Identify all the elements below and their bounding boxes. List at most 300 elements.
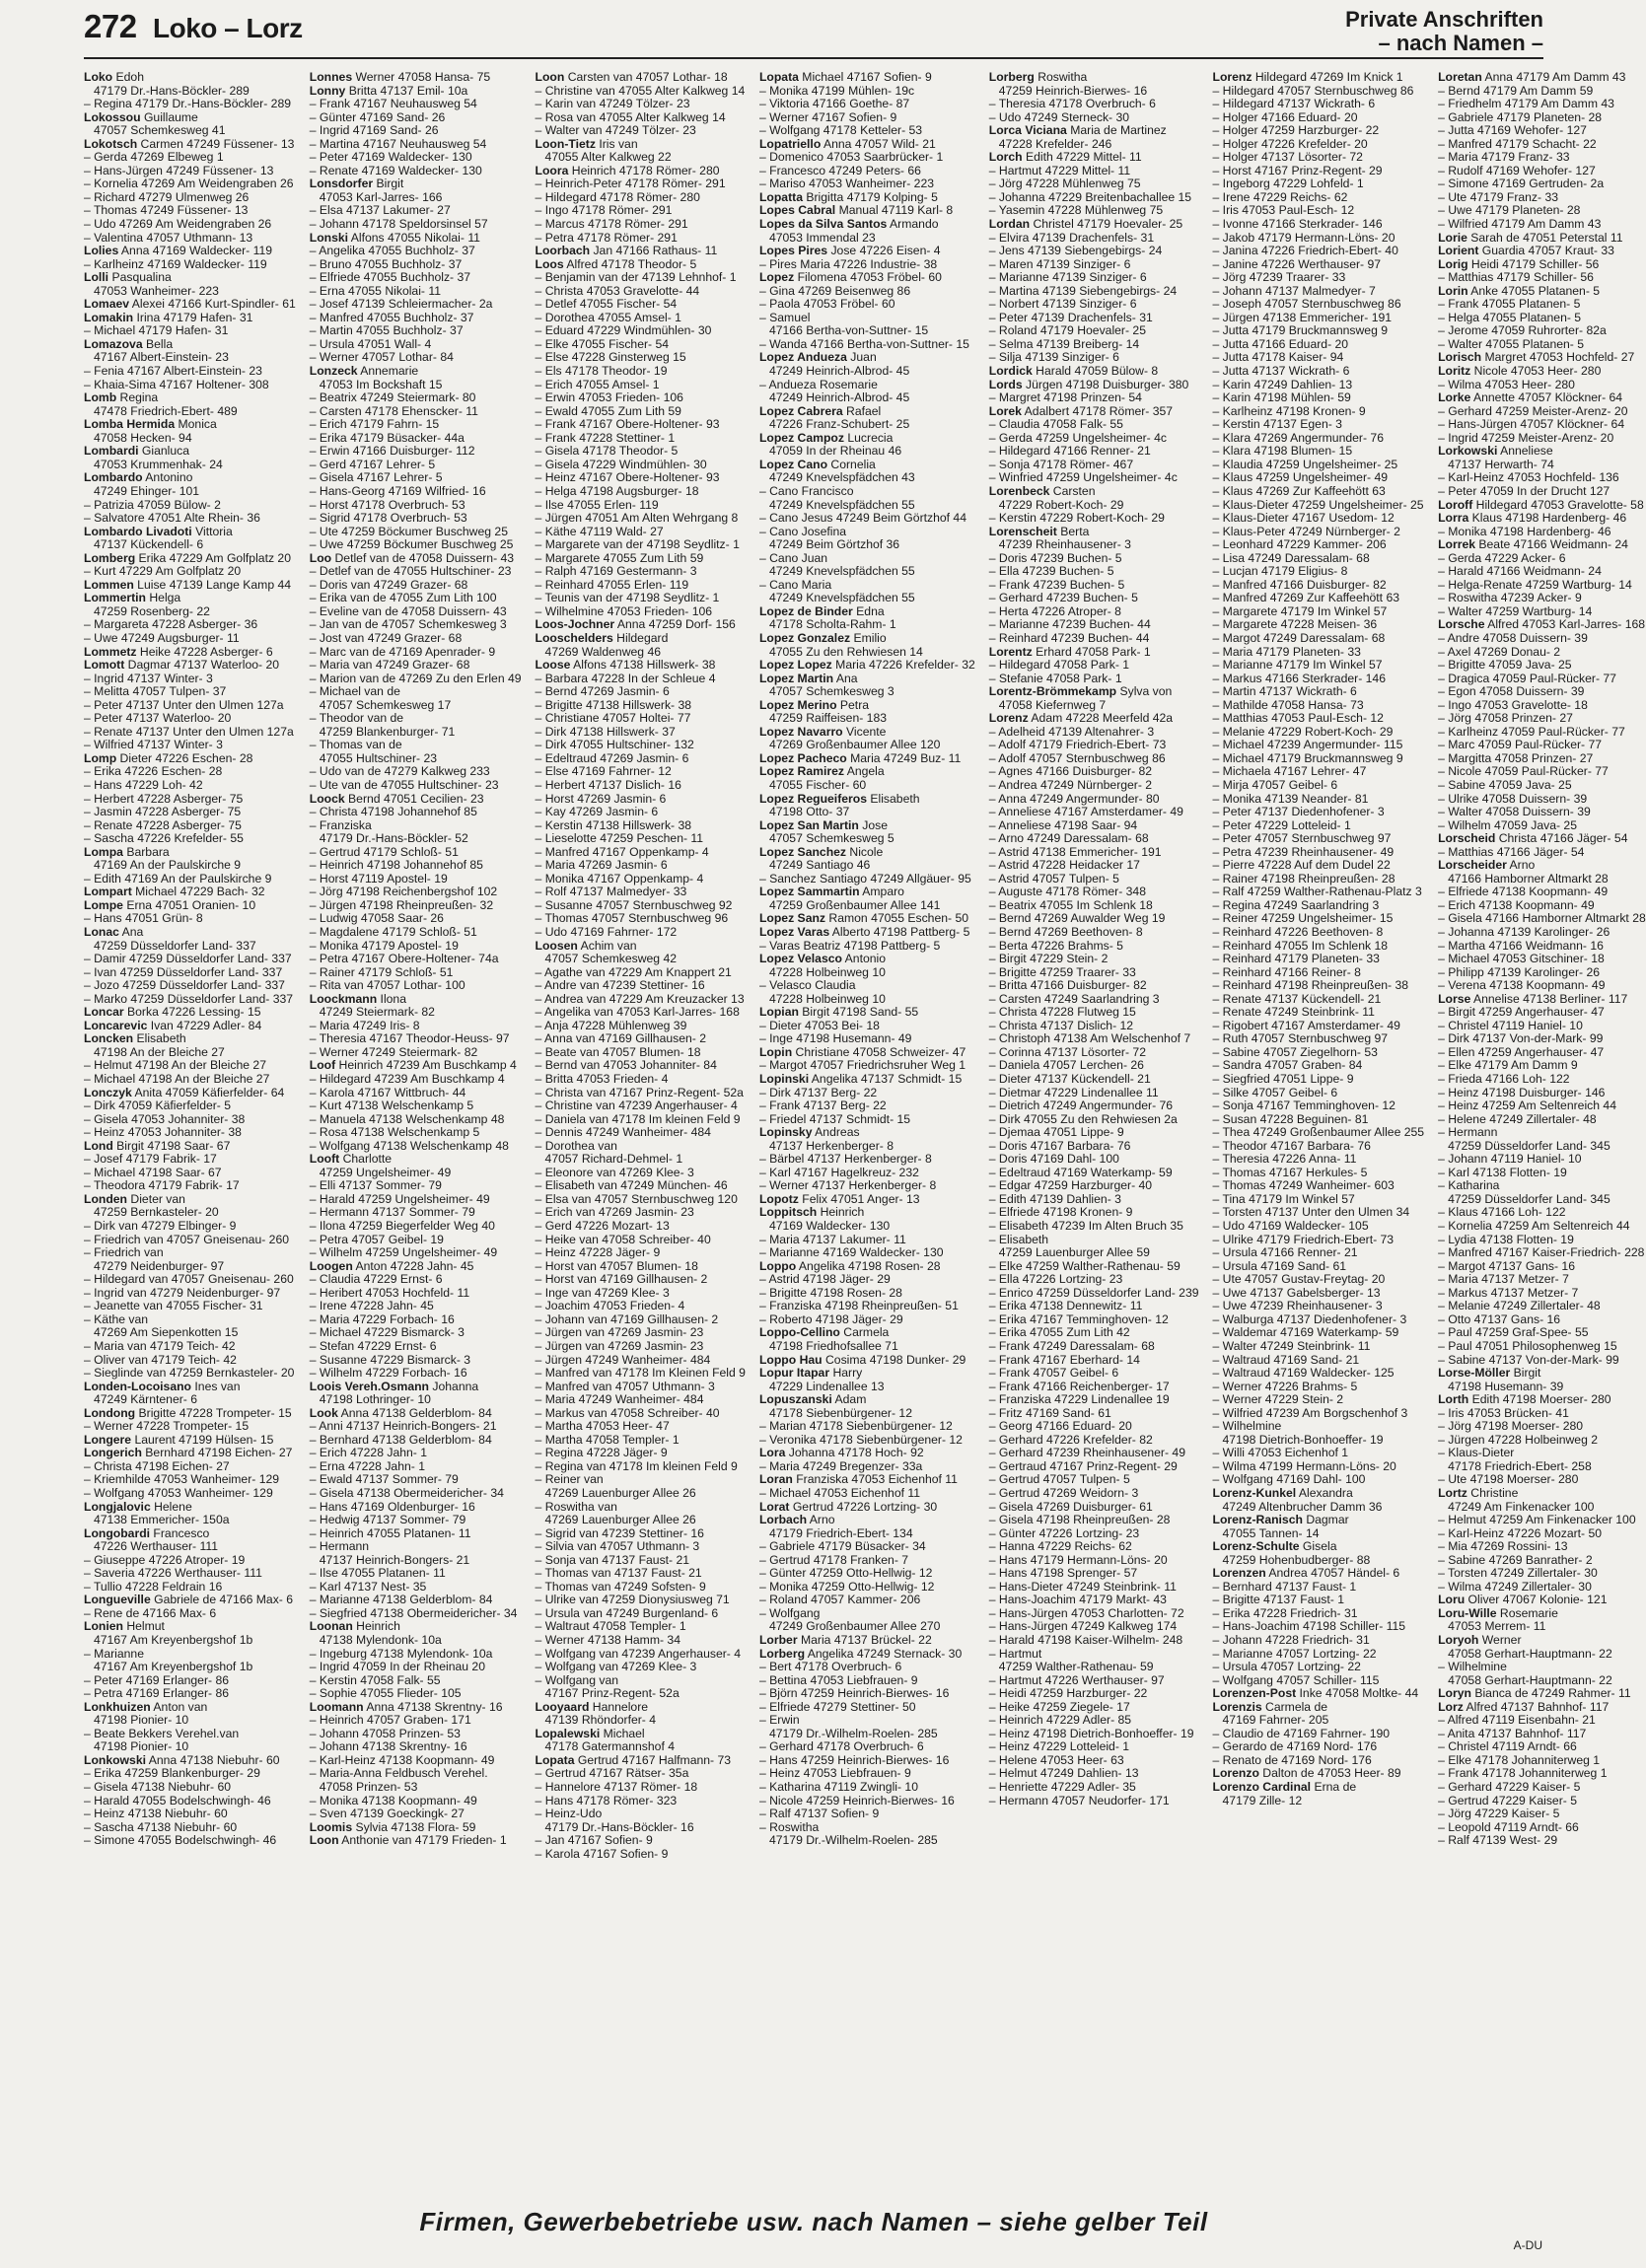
directory-entry bbox=[1213, 579, 1425, 593]
entry-text: – Martin 47137 Wickrath- 6 bbox=[1212, 684, 1357, 699]
surname-entry bbox=[536, 71, 746, 85]
entry-text: – Gerhard 47239 Buchen- 5 bbox=[988, 591, 1138, 605]
directory-entry bbox=[1213, 1648, 1425, 1662]
entry-text: Alfons 47055 Nikolai- 11 bbox=[348, 230, 480, 245]
entry-text: Helene bbox=[150, 1499, 192, 1514]
entry-text: – Margitta 47058 Prinzen- 27 bbox=[1438, 750, 1594, 765]
surname-entry bbox=[1438, 499, 1646, 513]
directory-entry bbox=[536, 1126, 746, 1140]
directory-entry bbox=[989, 1447, 1199, 1460]
surname-entry bbox=[1438, 258, 1646, 272]
entry-text: – Hans 47229 Loh- 42 bbox=[84, 777, 203, 792]
entry-text: 47167 Prinz-Regent- 52a bbox=[544, 1686, 680, 1701]
entry-text: – Hans-Jürgen 47057 Klöckner- 64 bbox=[1438, 417, 1625, 432]
directory-entry bbox=[759, 1540, 975, 1554]
directory-entry bbox=[759, 592, 975, 605]
entry-text: – Maria 47137 Lakumer- 11 bbox=[758, 1232, 906, 1246]
directory-entry bbox=[310, 1648, 522, 1662]
directory-entry bbox=[1213, 793, 1425, 807]
surname: Lorenz bbox=[1212, 70, 1252, 84]
directory-entry bbox=[536, 1687, 746, 1701]
directory-entry bbox=[536, 1326, 746, 1340]
directory-entry bbox=[1213, 1193, 1425, 1207]
directory-entry bbox=[84, 912, 296, 926]
entry-text: – Wilfried 47179 Am Damm 43 bbox=[1438, 217, 1602, 232]
directory-entry bbox=[536, 1795, 746, 1808]
surname-entry bbox=[1438, 285, 1646, 299]
directory-entry bbox=[1213, 552, 1425, 566]
entry-text: Juan bbox=[846, 350, 877, 365]
entry-text: Anneliese bbox=[1497, 444, 1553, 459]
directory-entry bbox=[1438, 646, 1646, 660]
entry-text: Carsten van 47057 Lothar- 18 bbox=[564, 70, 728, 84]
entry-text: – Gisela 47053 Johanniter- 38 bbox=[84, 1111, 246, 1126]
directory-entry bbox=[1438, 1246, 1646, 1260]
entry-text: 47269 Waldenweg 46 bbox=[544, 644, 661, 659]
entry-text: – Johann 47178 Speldorsinsel 57 bbox=[309, 217, 488, 232]
directory-entry bbox=[310, 298, 522, 312]
entry-text: – Cano Francisco bbox=[758, 483, 854, 498]
entry-text: – Werner 47228 Trompeter- 15 bbox=[84, 1419, 250, 1434]
directory-column-5 bbox=[989, 71, 1199, 2176]
entry-text: – Käthe 47119 Wald- 27 bbox=[535, 524, 664, 538]
entry-text: – Gerda 47229 Acker- 6 bbox=[1438, 550, 1566, 565]
directory-entry bbox=[536, 1179, 746, 1193]
directory-entry bbox=[1438, 471, 1646, 485]
directory-entry bbox=[536, 832, 746, 846]
directory-entry bbox=[1213, 365, 1425, 379]
entry-text: – Brigitte 47259 Traarer- 33 bbox=[988, 964, 1136, 979]
entry-text: – Rosa van 47055 Alter Kalkweg 14 bbox=[535, 109, 726, 124]
entry-text: – Herbert 47137 Dislich- 16 bbox=[535, 777, 681, 792]
entry-text: – Ralf 47137 Sofien- 9 bbox=[758, 1807, 880, 1821]
entry-text: 47137 Kückendell- 6 bbox=[94, 537, 204, 552]
entry-text: 47198 An der Bleiche 27 bbox=[94, 1044, 225, 1059]
entry-text: – Britta 47053 Frieden- 4 bbox=[535, 1072, 669, 1087]
directory-entry bbox=[989, 165, 1199, 178]
directory-entry bbox=[759, 832, 975, 846]
entry-text: 47179 Dr.-Hans-Böckler- 16 bbox=[544, 1819, 694, 1834]
entry-text: – Erwin 47053 Frieden- 106 bbox=[535, 390, 683, 405]
surname: Lopin bbox=[758, 1044, 793, 1059]
directory-entry bbox=[1213, 1728, 1425, 1741]
entry-text: – Manfred 47269 Zur Kaffeehött 63 bbox=[1212, 591, 1400, 605]
directory-entry bbox=[1213, 471, 1425, 485]
surname-entry bbox=[1438, 618, 1646, 632]
entry-text: – Walter 47058 Duissern- 39 bbox=[1438, 805, 1591, 819]
entry-text: – Sascha 47138 Niebuhr- 60 bbox=[84, 1819, 238, 1834]
directory-entry bbox=[84, 204, 296, 218]
entry-text: Ilona bbox=[377, 991, 406, 1006]
entry-text: – Heinz 47229 Lotteleid- 1 bbox=[988, 1739, 1130, 1754]
entry-text: – Christine van 47055 Alter Kalkweg 14 bbox=[535, 83, 746, 98]
directory-entry bbox=[1438, 565, 1646, 579]
surname-entry bbox=[1438, 1634, 1646, 1648]
entry-text: – Astrid 47198 Jäger- 29 bbox=[758, 1272, 891, 1287]
surname: Lonsdorfer bbox=[309, 177, 374, 191]
surname-entry bbox=[310, 365, 522, 379]
entry-text: Birgit bbox=[1510, 1366, 1541, 1381]
directory-entry bbox=[310, 886, 522, 899]
directory-entry bbox=[310, 485, 522, 499]
entry-text: – Hans-Joachim 47198 Schiller- 115 bbox=[1212, 1619, 1406, 1634]
entry-text: – Horst 47178 Overbruch- 53 bbox=[309, 497, 465, 512]
entry-text: – Damir 47259 Düsseldorfer Land- 337 bbox=[84, 952, 292, 966]
entry-text: – Birgit 47259 Angerhauser- 47 bbox=[1438, 1005, 1605, 1020]
surname: Lommertin bbox=[84, 591, 146, 605]
directory-entry bbox=[1213, 1393, 1425, 1407]
surname: Loock bbox=[309, 791, 345, 806]
directory-entry bbox=[1438, 151, 1646, 165]
surname-entry bbox=[989, 218, 1199, 232]
directory-entry bbox=[84, 538, 296, 552]
entry-text: – Ewald 47055 Zum Lith 59 bbox=[535, 403, 681, 418]
directory-entry bbox=[1213, 699, 1425, 713]
entry-text: 47169 Fahrner- 205 bbox=[1222, 1713, 1329, 1728]
directory-entry bbox=[84, 1206, 296, 1220]
directory-entry bbox=[1213, 979, 1425, 993]
entry-text: – Heinz 47167 Obere-Holtener- 93 bbox=[535, 470, 720, 485]
entry-text: – Frank 47166 Reichenberger- 17 bbox=[988, 1379, 1170, 1393]
directory-entry bbox=[84, 98, 296, 111]
surname: Look bbox=[309, 1405, 338, 1420]
entry-text: – Heike 47259 Ziegele- 17 bbox=[988, 1699, 1130, 1714]
entry-text: – Christa 47198 Johannehof 85 bbox=[309, 805, 477, 819]
directory-entry bbox=[1213, 1634, 1425, 1648]
entry-text: – Hildegard 47137 Wickrath- 6 bbox=[1212, 97, 1376, 111]
surname: Looyaard bbox=[535, 1699, 590, 1714]
entry-text: 47169 Waldecker- 130 bbox=[768, 1219, 891, 1234]
entry-text: – Gertrud 47229 Kaiser- 5 bbox=[1438, 1793, 1577, 1807]
directory-entry bbox=[1213, 1754, 1425, 1768]
entry-text: Birgit bbox=[373, 177, 404, 191]
entry-text: – Ludwig 47058 Saar- 26 bbox=[309, 911, 444, 926]
directory-entry bbox=[536, 1381, 746, 1394]
surname-entry bbox=[759, 726, 975, 740]
entry-text: – Berta 47226 Brahms- 5 bbox=[988, 938, 1123, 953]
directory-entry bbox=[1213, 298, 1425, 312]
directory-entry bbox=[536, 1300, 746, 1313]
entry-text: Alexei 47166 Kurt-Spindler- 61 bbox=[129, 297, 296, 312]
surname-entry bbox=[759, 1634, 975, 1648]
directory-entry bbox=[1438, 1313, 1646, 1327]
surname: Lonczyk bbox=[84, 1085, 132, 1099]
directory-entry bbox=[84, 726, 296, 740]
directory-entry bbox=[536, 338, 746, 352]
entry-text: – Ingrid 47169 Sand- 26 bbox=[309, 123, 439, 138]
directory-entry bbox=[1213, 685, 1425, 699]
directory-entry bbox=[84, 1473, 296, 1487]
entry-text: – Werner 47167 Sofien- 9 bbox=[758, 109, 897, 124]
entry-text: – Hildegard 47178 Römer- 280 bbox=[535, 189, 700, 204]
entry-text: 47057 Schemkesweg 41 bbox=[94, 123, 226, 138]
directory-entry bbox=[536, 485, 746, 499]
entry-text: – Gerda 47269 Elbeweg 1 bbox=[84, 150, 224, 165]
directory-entry bbox=[989, 1099, 1199, 1113]
entry-text: 47167 Albert-Einstein- 23 bbox=[94, 350, 229, 365]
directory-entry bbox=[1438, 298, 1646, 312]
entry-text: – Claudia 47229 Ernst- 6 bbox=[309, 1272, 443, 1287]
surname-entry bbox=[759, 271, 975, 285]
directory-entry bbox=[310, 1473, 522, 1487]
entry-text: – Monika 47138 Koopmann- 49 bbox=[309, 1793, 477, 1807]
entry-text: – Peter 47137 Waterloo- 20 bbox=[84, 711, 232, 726]
entry-text: – Roswitha van bbox=[535, 1499, 617, 1514]
directory-entry bbox=[759, 1795, 975, 1808]
entry-text: Carsten bbox=[1049, 483, 1096, 498]
directory-entry bbox=[536, 1420, 746, 1434]
directory-entry bbox=[759, 739, 975, 752]
entry-text: – Christiane 47057 Holtei- 77 bbox=[535, 711, 691, 726]
directory-entry bbox=[1438, 1434, 1646, 1448]
entry-text: – Brigitte 47137 Faust- 1 bbox=[1212, 1593, 1344, 1607]
directory-entry bbox=[989, 324, 1199, 338]
entry-text: – Thomas 47249 Wanheimer- 603 bbox=[1212, 1178, 1395, 1193]
surname: Lopez Sanz bbox=[758, 911, 826, 926]
directory-entry bbox=[1213, 765, 1425, 779]
surname-entry bbox=[759, 71, 975, 85]
entry-text: – Bruno 47055 Buchholz- 37 bbox=[309, 256, 463, 271]
directory-entry bbox=[1213, 405, 1425, 419]
directory-entry bbox=[759, 365, 975, 379]
entry-text: Alfons 47138 Hillswerk- 38 bbox=[570, 658, 716, 673]
directory-entry bbox=[310, 432, 522, 446]
entry-text: – Andueza Rosemarie bbox=[758, 377, 878, 391]
entry-text: 47228 Holbeinweg 10 bbox=[768, 991, 886, 1006]
entry-text: – Uwe 47239 Rheinhausener- 3 bbox=[1212, 1299, 1383, 1313]
directory-entry bbox=[759, 1179, 975, 1193]
directory-entry bbox=[310, 1767, 522, 1781]
directory-entry bbox=[84, 1795, 296, 1808]
entry-text: – Adolf 47179 Friedrich-Ebert- 73 bbox=[988, 738, 1167, 752]
entry-text: Anke 47055 Platanen- 5 bbox=[1467, 283, 1601, 298]
entry-text: – Paul 47259 Graf-Spee- 55 bbox=[1438, 1325, 1589, 1340]
entry-text: – Susanne 47229 Bismarck- 3 bbox=[309, 1352, 471, 1367]
directory-entry bbox=[84, 673, 296, 686]
entry-text: – Elisabeth bbox=[988, 1232, 1049, 1246]
directory-entry bbox=[989, 912, 1199, 926]
directory-entry bbox=[536, 699, 746, 713]
directory-entry bbox=[1213, 1581, 1425, 1595]
entry-text: – Margret 47198 Prinzen- 54 bbox=[988, 390, 1142, 405]
surname: Loockmann bbox=[309, 991, 378, 1006]
entry-text: – Katharina 47119 Zwingli- 10 bbox=[758, 1780, 918, 1794]
entry-text: – Gertrud 47269 Weidorn- 3 bbox=[988, 1485, 1139, 1500]
directory-entry bbox=[310, 1728, 522, 1741]
directory-entry bbox=[310, 1594, 522, 1607]
entry-text: – Hermann 47137 Sommer- 79 bbox=[309, 1205, 475, 1220]
entry-text: 47053 Immendal 23 bbox=[768, 230, 876, 245]
entry-text: Anita 47059 Käfierfelder- 64 bbox=[131, 1085, 285, 1099]
directory-entry bbox=[536, 1193, 746, 1207]
section-title bbox=[1345, 8, 1543, 55]
entry-text: – Gisela 47138 Obermeidericher- 34 bbox=[309, 1485, 504, 1500]
surname-entry bbox=[989, 485, 1199, 499]
directory-entry bbox=[989, 445, 1199, 459]
surname-entry bbox=[1213, 71, 1425, 85]
directory-entry bbox=[989, 298, 1199, 312]
entry-text: – Frieda 47166 Loh- 122 bbox=[1438, 1072, 1570, 1087]
surname: Lopez bbox=[758, 270, 795, 285]
entry-text: – Christine van 47239 Angerhauser- 4 bbox=[535, 1099, 738, 1113]
directory-entry bbox=[1213, 459, 1425, 472]
surname-entry bbox=[1213, 1701, 1425, 1715]
directory-entry bbox=[1213, 98, 1425, 111]
entry-text: Anton 47228 Jahn- 45 bbox=[352, 1258, 474, 1273]
surname-entry bbox=[536, 1728, 746, 1741]
directory-entry bbox=[989, 85, 1199, 99]
entry-text: – Wilma 47249 Zillertaler- 30 bbox=[1438, 1579, 1592, 1594]
entry-text: Bernd 47051 Cecilien- 23 bbox=[344, 791, 484, 806]
entry-text: – Ivonne 47166 Sterkrader- 146 bbox=[1212, 217, 1383, 232]
surname-entry bbox=[310, 71, 522, 85]
directory-entry bbox=[310, 151, 522, 165]
directory-entry bbox=[759, 485, 975, 499]
directory-entry bbox=[989, 699, 1199, 713]
directory-entry bbox=[1438, 1287, 1646, 1301]
directory-entry bbox=[1213, 485, 1425, 499]
directory-entry bbox=[759, 966, 975, 980]
entry-text: – Fritz 47169 Sand- 61 bbox=[988, 1405, 1111, 1420]
entry-text: – Christa 47137 Dislich- 12 bbox=[988, 1018, 1134, 1032]
directory-entry bbox=[989, 1340, 1199, 1354]
directory-entry bbox=[989, 832, 1199, 846]
directory-entry bbox=[1438, 1193, 1646, 1207]
entry-text: – Werner 47226 Brahms- 5 bbox=[1212, 1379, 1358, 1393]
entry-text: – Brigitte 47059 Java- 25 bbox=[1438, 658, 1572, 673]
entry-text: 47053 Karl-Jarres- 166 bbox=[319, 189, 443, 204]
surname: Loryn bbox=[1438, 1686, 1471, 1701]
directory-entry bbox=[536, 538, 746, 552]
entry-text: Gabriele de 47166 Max- 6 bbox=[150, 1593, 294, 1607]
entry-text: – Erich van 47269 Jasmin- 23 bbox=[535, 1205, 694, 1220]
entry-text: Maria 47137 Brückel- 22 bbox=[797, 1632, 932, 1647]
entry-text: – Harald 47055 Bodelschwingh- 46 bbox=[84, 1793, 271, 1807]
surname: Loretan bbox=[1438, 70, 1482, 84]
directory-entry bbox=[1438, 1554, 1646, 1568]
entry-text: 47053 Merrem- 11 bbox=[1448, 1619, 1546, 1634]
entry-text: Annelise 47138 Berliner- 117 bbox=[1470, 991, 1628, 1006]
surname-entry bbox=[310, 1153, 522, 1167]
directory-entry bbox=[84, 859, 296, 873]
entry-text: – Waltraud 47169 Sand- 21 bbox=[1212, 1352, 1360, 1367]
directory-entry bbox=[310, 1206, 522, 1220]
surname: Lorberg bbox=[988, 70, 1035, 84]
surname: Loonan bbox=[309, 1619, 353, 1634]
directory-entry bbox=[989, 1648, 1199, 1662]
directory-entry bbox=[310, 526, 522, 539]
entry-text: Anton van bbox=[150, 1699, 208, 1714]
entry-text: – Erika 47228 Friedrich- 31 bbox=[1212, 1605, 1358, 1620]
entry-text: – Hartmut 47226 Werthauser- 97 bbox=[988, 1672, 1165, 1687]
entry-text: – Gertrud 47057 Tulpen- 5 bbox=[988, 1472, 1130, 1487]
directory-entry bbox=[1213, 285, 1425, 299]
entry-text: – Markus 47137 Metzer- 7 bbox=[1438, 1285, 1579, 1300]
entry-text: – Bernd 47269 Beethoven- 8 bbox=[988, 925, 1143, 939]
surname: Lonkhuizen bbox=[84, 1699, 151, 1714]
entry-text: – Angelika 47055 Buchholz- 37 bbox=[309, 244, 475, 258]
directory-entry bbox=[310, 1113, 522, 1127]
directory-entry bbox=[1213, 499, 1425, 513]
entry-text: – Doris van 47249 Grazer- 68 bbox=[309, 577, 468, 592]
directory-entry bbox=[1213, 1073, 1425, 1087]
directory-entry bbox=[1213, 204, 1425, 218]
entry-text: – Margot 47249 Daressalam- 68 bbox=[1212, 630, 1386, 645]
directory-entry bbox=[989, 1714, 1199, 1728]
entry-text: – Heinrich 47057 Graben- 171 bbox=[309, 1713, 471, 1728]
directory-entry bbox=[1213, 1246, 1425, 1260]
entry-text: Bernhard 47198 Eichen- 27 bbox=[141, 1446, 293, 1460]
surname: Lonien bbox=[84, 1619, 123, 1634]
entry-text: Edna bbox=[852, 603, 885, 618]
entry-text: – Hans 47179 Hermann-Löns- 20 bbox=[988, 1552, 1168, 1567]
directory-entry bbox=[759, 1099, 975, 1113]
directory-entry bbox=[310, 1246, 522, 1260]
entry-text: – Ute 47259 Böckumer Buschweg 25 bbox=[309, 524, 508, 538]
directory-entry bbox=[310, 1740, 522, 1754]
directory-entry bbox=[1213, 432, 1425, 446]
entry-text: – Franziska 47198 Rheinpreußen- 51 bbox=[758, 1299, 959, 1313]
entry-text: – Karlheinz 47059 Paul-Rücker- 77 bbox=[1438, 724, 1625, 739]
directory-entry bbox=[989, 1661, 1199, 1674]
entry-text: 47269 Großenbaumer Allee 120 bbox=[768, 738, 941, 752]
surname: Lorentz-Brömmekamp bbox=[988, 684, 1117, 699]
directory-entry bbox=[1438, 1099, 1646, 1113]
directory-entry bbox=[1438, 873, 1646, 886]
directory-entry bbox=[1213, 726, 1425, 740]
entry-text: Detlef van de 47058 Duissern- 43 bbox=[331, 550, 515, 565]
directory-entry bbox=[989, 1206, 1199, 1220]
entry-text: Anna 47057 Wild- 21 bbox=[821, 136, 936, 151]
surname: Lorra bbox=[1438, 511, 1469, 526]
entry-text: – Dorothea van bbox=[535, 1138, 617, 1153]
entry-text: – Saveria 47226 Werthauser- 111 bbox=[84, 1566, 262, 1581]
directory-entry bbox=[989, 1287, 1199, 1301]
surname-entry bbox=[759, 846, 975, 860]
directory-entry bbox=[536, 298, 746, 312]
entry-text: – Thea 47249 Großenbaumer Allee 255 bbox=[1212, 1125, 1425, 1140]
directory-entry bbox=[84, 1514, 296, 1527]
entry-text: – Rosa 47138 Welschenkamp 5 bbox=[309, 1125, 480, 1140]
directory-entry bbox=[759, 1381, 975, 1394]
entry-text: – Maria 47249 Iris- 8 bbox=[309, 1018, 420, 1032]
directory-entry bbox=[1213, 899, 1425, 913]
directory-entry bbox=[536, 499, 746, 513]
surname: Lorke bbox=[1438, 390, 1471, 405]
surname: Loomis bbox=[309, 1819, 353, 1834]
entry-text: Beate 47166 Weidmann- 24 bbox=[1475, 537, 1628, 552]
entry-text: – Günter 47169 Sand- 26 bbox=[309, 109, 446, 124]
entry-text: – Norbert 47139 Sinziger- 6 bbox=[988, 297, 1137, 312]
surname-entry bbox=[759, 752, 975, 766]
entry-text: – Karl 47137 Nest- 35 bbox=[309, 1579, 427, 1594]
directory-entry bbox=[1213, 1046, 1425, 1060]
directory-entry bbox=[310, 1313, 522, 1327]
directory-entry bbox=[759, 1020, 975, 1033]
entry-text: Heinrich bbox=[817, 1205, 865, 1220]
entry-text: – Reiner van bbox=[535, 1472, 604, 1487]
directory-entry bbox=[759, 1714, 975, 1728]
directory-entry bbox=[536, 1661, 746, 1674]
directory-entry bbox=[989, 1326, 1199, 1340]
directory-entry bbox=[310, 1540, 522, 1554]
entry-text: – Harald 47198 Kaiser-Wilhelm- 248 bbox=[988, 1632, 1183, 1647]
surname: Lordick bbox=[988, 364, 1033, 379]
surname-entry bbox=[759, 926, 975, 940]
entry-text: – Marko 47259 Düsseldorfer Land- 337 bbox=[84, 991, 294, 1006]
surname-entry bbox=[310, 993, 522, 1007]
directory-entry bbox=[310, 285, 522, 299]
